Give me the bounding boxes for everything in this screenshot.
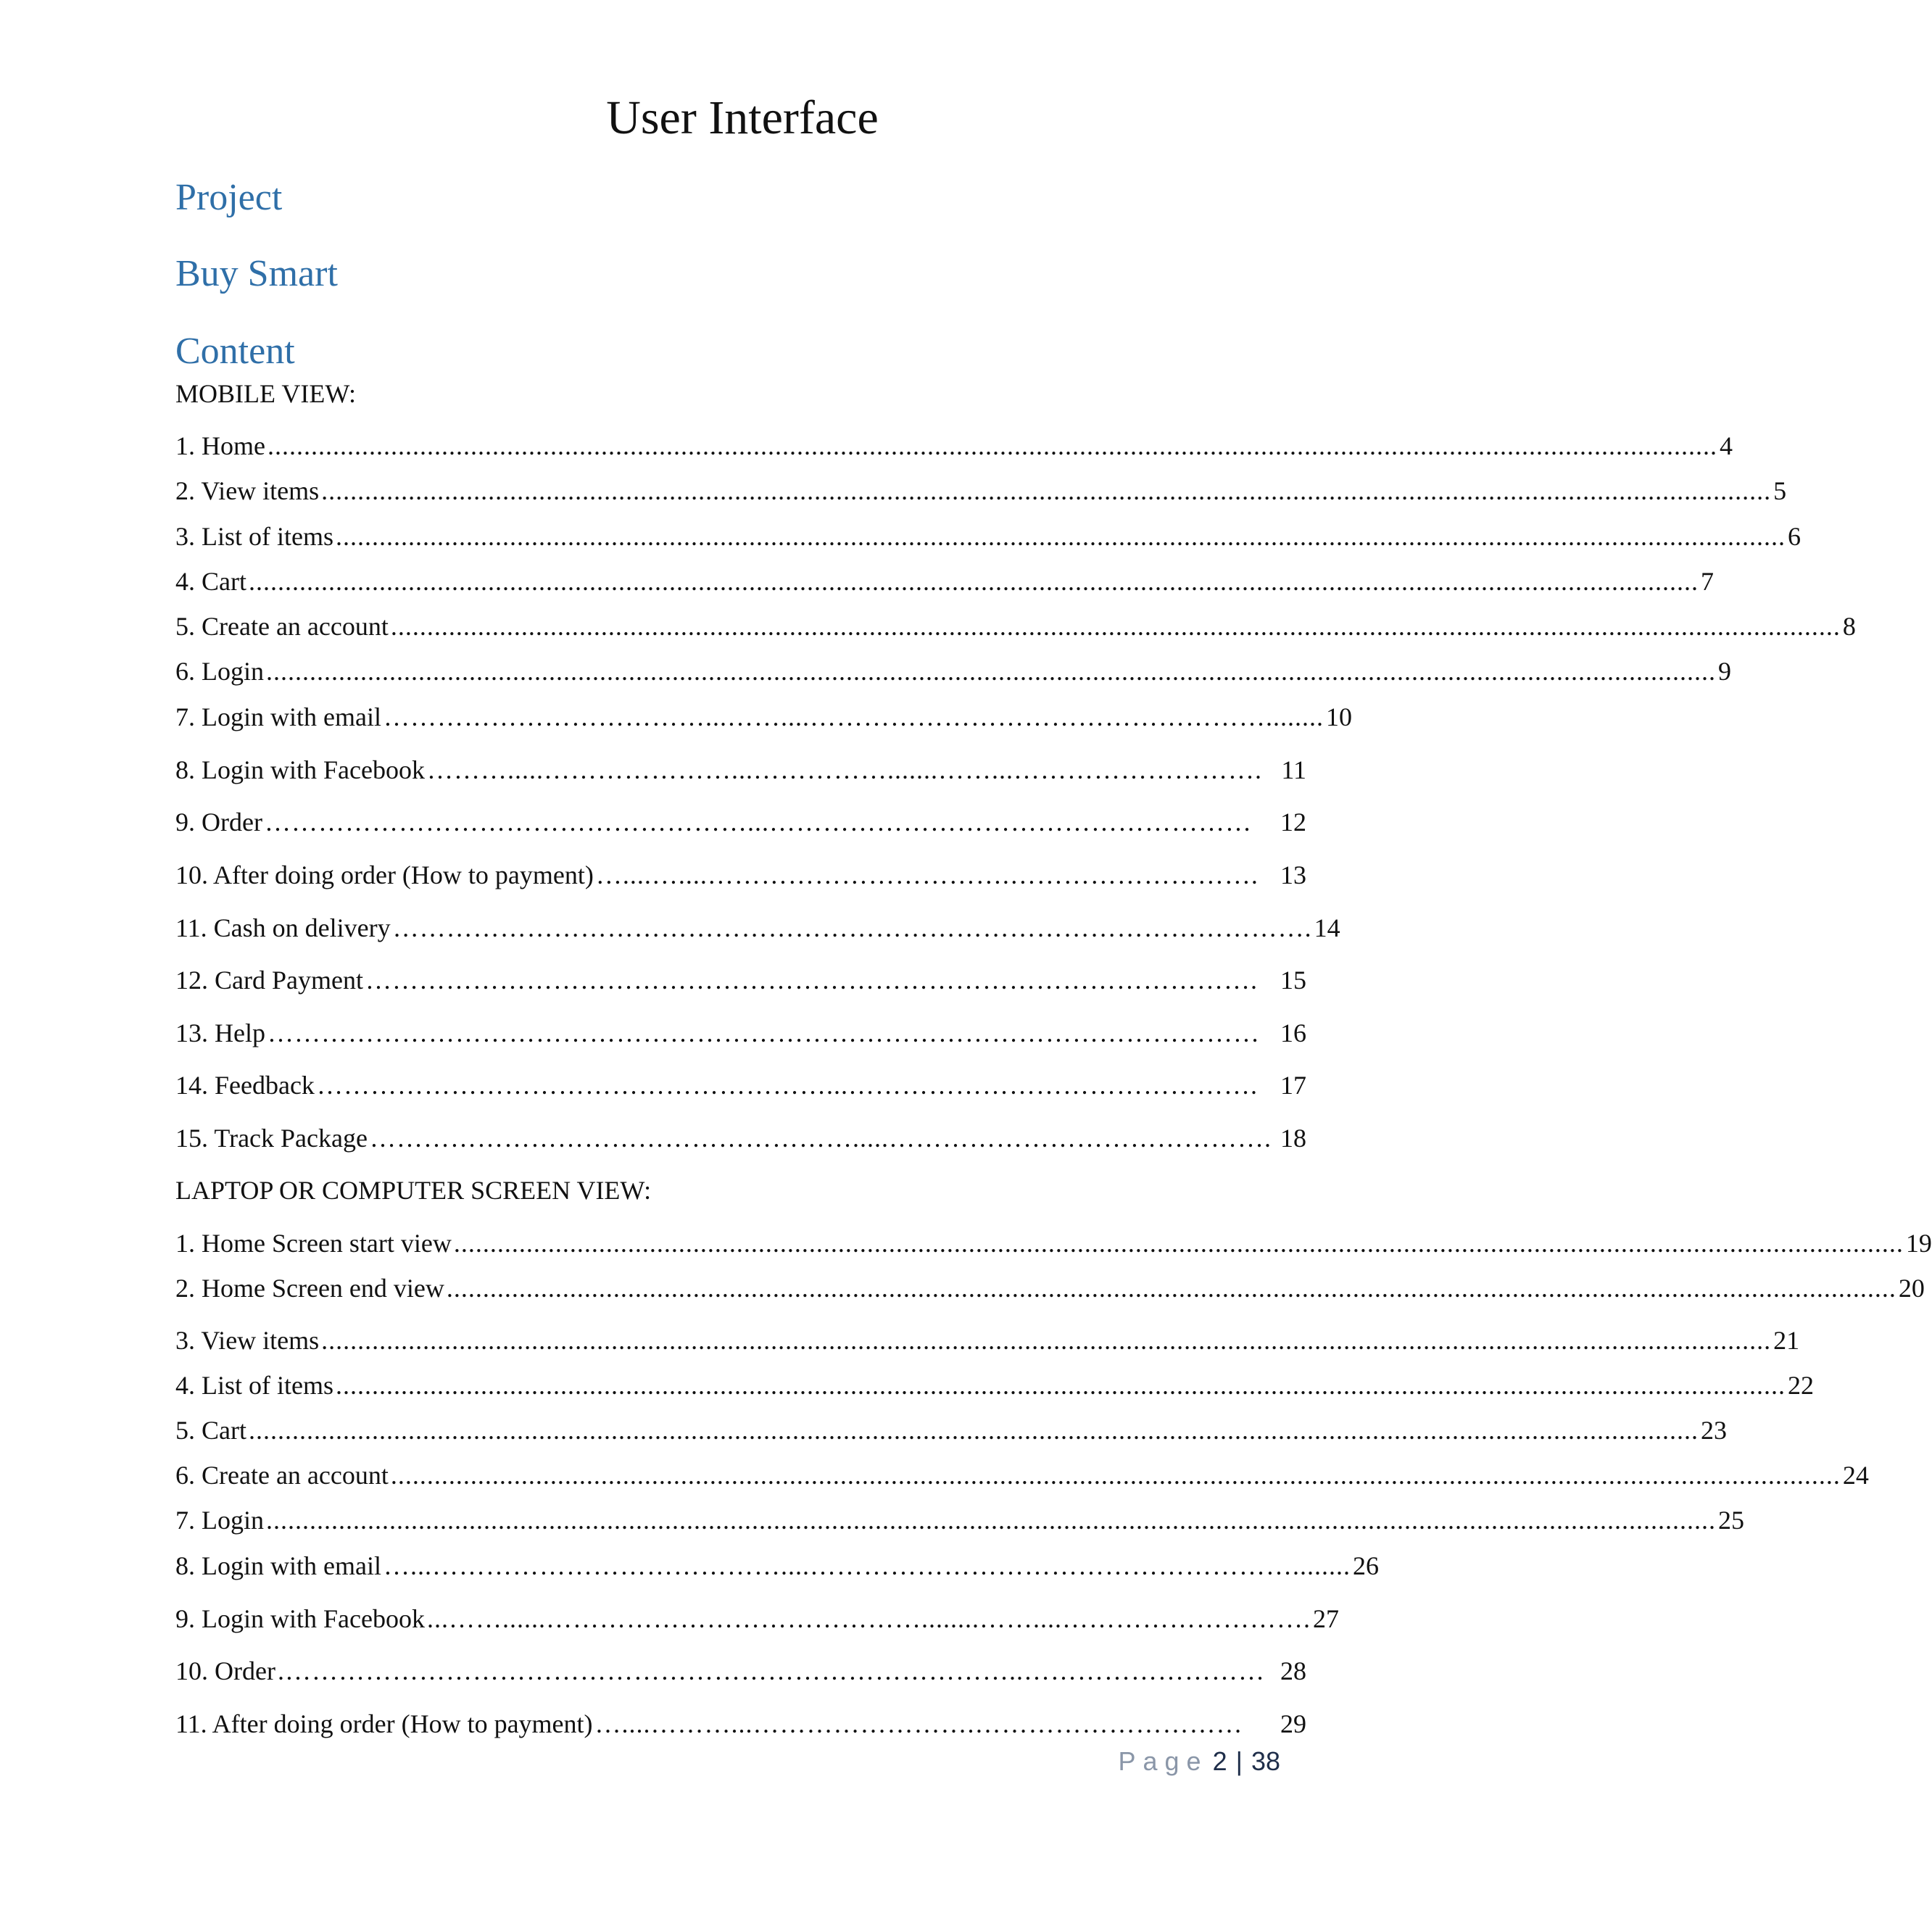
toc-entry[interactable] <box>175 752 1306 787</box>
toc-entry-label: 9. Order <box>175 808 262 837</box>
toc-entry-label: 5. Create an account <box>175 612 389 641</box>
toc-entry-label: 15. Track Package <box>175 1124 368 1153</box>
heading-content: Content <box>175 331 295 372</box>
toc-leader: ........................................................................................................................................................................................................ <box>267 431 1717 460</box>
toc-page-number: 28 <box>1280 1656 1306 1685</box>
toc-entry[interactable] <box>175 700 1352 734</box>
toc-entry-label: 1. Home Screen start view <box>175 1229 452 1258</box>
toc-page-number: 4 <box>1719 431 1733 460</box>
toc-entry-label: 10. Order <box>175 1656 275 1685</box>
toc-entry[interactable] <box>175 1413 1727 1448</box>
toc-entry[interactable] <box>175 1706 1306 1741</box>
toc-leader: ………………………………...……....……………………………………………........ <box>383 702 1324 731</box>
toc-entry-label: 10. After doing order (How to payment) <box>175 860 594 889</box>
toc-entry[interactable] <box>175 1458 1869 1493</box>
toc-entry[interactable] <box>175 519 1801 554</box>
toc-page-number: 18 <box>1280 1124 1306 1153</box>
toc-entry-label: 6. Login <box>175 657 264 686</box>
toc-leader: ........................................................................................................................................................................................................ <box>266 1506 1716 1535</box>
toc-page-number: 7 <box>1700 567 1714 596</box>
desktop-view-label: LAPTOP OR COMPUTER SCREEN VIEW: <box>175 1176 652 1205</box>
toc-page-number: 19 <box>1905 1229 1932 1258</box>
toc-entry[interactable] <box>175 609 1856 644</box>
toc-entry[interactable] <box>175 858 1306 892</box>
toc-page-number: 8 <box>1842 612 1856 641</box>
toc-entry-label: 13. Help <box>175 1018 265 1047</box>
current-page-number: 2 <box>1212 1746 1227 1776</box>
toc-leader: ........................................................................................................................................................................................................ <box>453 1229 1904 1258</box>
toc-page-number: 15 <box>1280 966 1306 995</box>
toc-page-number: 29 <box>1280 1709 1306 1738</box>
toc-entry-label: 1. Home <box>175 431 265 460</box>
page-footer <box>1118 1743 1280 1780</box>
toc-entry[interactable] <box>175 1368 1814 1403</box>
toc-entry-label: 11. After doing order (How to payment) <box>175 1709 593 1738</box>
toc-page-number: 13 <box>1280 860 1306 889</box>
toc-leader: ………………………………………………...……………………………………………… <box>264 808 1252 837</box>
toc-entry[interactable] <box>175 1503 1744 1538</box>
toc-leader: ........................................................................................................................................................................................................ <box>321 476 1772 505</box>
toc-entry[interactable] <box>175 1121 1306 1155</box>
mobile-view-label: MOBILE VIEW: <box>175 379 356 408</box>
toc-page-number: 6 <box>1788 522 1801 551</box>
toc-entry-label: 11. Cash on delivery <box>175 913 391 942</box>
toc-entry[interactable] <box>175 1323 1800 1358</box>
toc-entry-label: 4. Cart <box>175 567 246 596</box>
toc-leader: ........................................................................................................................................................................................................ <box>446 1274 1896 1303</box>
toc-leader: ........................................................................................................................................................................................................ <box>390 1461 1841 1490</box>
toc-entry[interactable] <box>175 963 1306 997</box>
toc-page-number: 16 <box>1280 1018 1306 1047</box>
toc-entry-label: 4. List of items <box>175 1371 333 1400</box>
toc-entry[interactable] <box>175 1226 1932 1261</box>
toc-entry-label: 8. Login with Facebook <box>175 755 425 784</box>
toc-page-number: 21 <box>1773 1326 1800 1355</box>
toc-entry-label: 9. Login with Facebook <box>175 1604 425 1633</box>
toc-leader: ........................................................................................................................................................................................................ <box>336 522 1786 551</box>
toc-leader: ........................................................................................................................................................................................................ <box>248 567 1699 596</box>
toc-page-number: 5 <box>1773 476 1787 505</box>
toc-leader: …………………………………………………………………………………………. <box>392 913 1312 942</box>
toc-entry[interactable] <box>175 1271 1925 1306</box>
toc-leader: …………………………………………………...………………………………………. <box>316 1071 1258 1100</box>
toc-leader: …....………...…………………….………………………… <box>594 1709 1243 1738</box>
toc-entry[interactable] <box>175 1601 1339 1636</box>
toc-entry[interactable] <box>175 1654 1306 1688</box>
toc-entry[interactable] <box>175 910 1340 945</box>
toc-entry[interactable] <box>175 1068 1306 1103</box>
toc-leader: ...……......……………………………………........……....………………………. <box>426 1604 1311 1633</box>
toc-page-number: 20 <box>1898 1274 1925 1303</box>
toc-entry-label: 2. Home Screen end view <box>175 1274 444 1303</box>
toc-entry-label: 3. View items <box>175 1326 320 1355</box>
toc-page-number: 17 <box>1280 1071 1306 1100</box>
heading-project: Project <box>175 177 283 218</box>
toc-entry-label: 12. Card Payment <box>175 966 363 995</box>
toc-entry[interactable] <box>175 564 1714 599</box>
toc-entry-label: 8. Login with email <box>175 1551 381 1580</box>
toc-leader: ………………………………………………………………………………………. <box>365 966 1258 995</box>
toc-page-number: 26 <box>1352 1551 1379 1580</box>
toc-entry[interactable] <box>175 473 1787 508</box>
toc-page-number: 25 <box>1718 1506 1744 1535</box>
toc-leader: ……………………………………………….....……………………………………. <box>369 1124 1272 1153</box>
toc-page-number: 10 <box>1325 702 1352 731</box>
page-word: Page <box>1118 1746 1208 1776</box>
toc-entry[interactable] <box>175 428 1733 463</box>
toc-entry[interactable] <box>175 654 1731 689</box>
toc-entry-label: 5. Cart <box>175 1416 246 1445</box>
toc-page-number: 11 <box>1281 755 1306 784</box>
toc-entry-label: 14. Feedback <box>175 1071 315 1100</box>
toc-entry-label: 3. List of items <box>175 522 333 551</box>
document-title: User Interface <box>606 91 879 144</box>
toc-entry-label: 6. Create an account <box>175 1461 389 1490</box>
toc-leader: ........................................................................................................................................................................................................ <box>390 612 1841 641</box>
toc-page-number: 12 <box>1280 808 1306 837</box>
toc-leader: ........................................................................................................................................................................................................ <box>266 657 1716 686</box>
toc-leader: ………………………………………………………………………………………………… <box>267 1018 1260 1047</box>
toc-leader: …...…………………………………....………………………………………………........ <box>383 1551 1351 1580</box>
toc-leader: ........................................................................................................................................................................................................ <box>248 1416 1699 1445</box>
toc-page-number: 9 <box>1718 657 1731 686</box>
toc-page-number: 27 <box>1312 1604 1339 1633</box>
toc-page-number: 24 <box>1842 1461 1869 1490</box>
toc-entry-label: 7. Login <box>175 1506 264 1535</box>
toc-entry[interactable] <box>175 805 1306 839</box>
toc-page-number: 23 <box>1700 1416 1727 1445</box>
page-separator: | <box>1235 1746 1243 1776</box>
toc-leader: ……….....…………………...…………….......……...………………………. <box>426 755 1262 784</box>
toc-entry-label: 7. Login with email <box>175 702 381 731</box>
toc-leader: …....…....…………………………….………………………. <box>595 860 1259 889</box>
toc-leader: ........................................................................................................................................................................................................ <box>336 1371 1786 1400</box>
total-page-count: 38 <box>1251 1746 1280 1776</box>
toc-page-number: 22 <box>1788 1371 1814 1400</box>
toc-leader: ........................................................................................................................................................................................................ <box>321 1326 1772 1355</box>
toc-entry[interactable] <box>175 1548 1379 1583</box>
toc-entry-label: 2. View items <box>175 476 320 505</box>
heading-buy-smart: Buy Smart <box>175 253 338 294</box>
toc-page-number: 14 <box>1314 913 1340 942</box>
toc-entry[interactable] <box>175 1016 1306 1050</box>
toc-leader: .………………………………………………………………………..……………………… <box>277 1656 1265 1685</box>
